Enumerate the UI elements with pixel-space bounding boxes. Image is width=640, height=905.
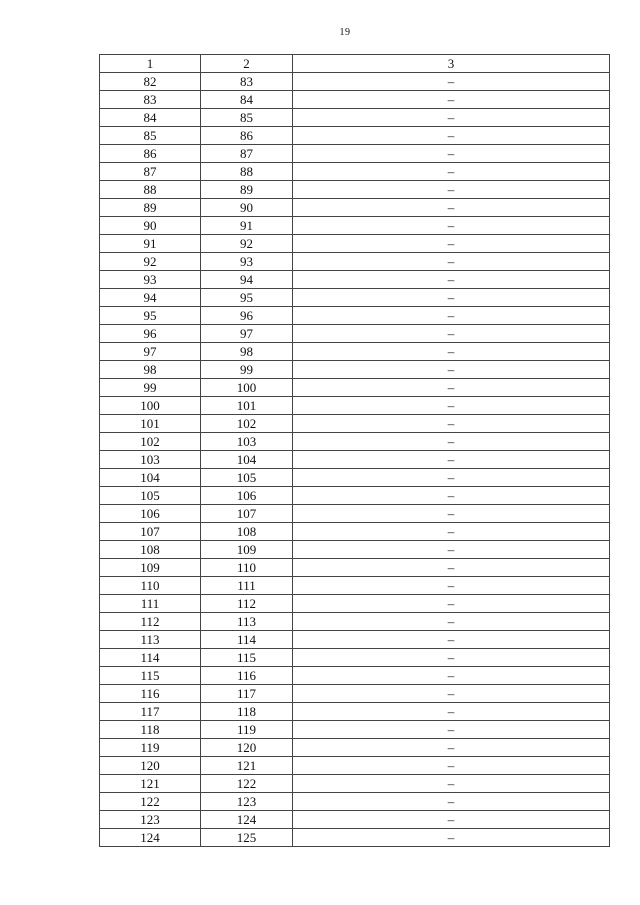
table-row [100,307,610,325]
table-row [100,253,610,271]
table-cell-col-3: – [293,91,610,109]
table-cell-col-3: – [293,685,610,703]
table-cell-col-1: 101 [100,415,201,433]
table-row [100,91,610,109]
table-cell-col-3: – [293,145,610,163]
table-row [100,757,610,775]
table-row [100,775,610,793]
table-cell-col-1: 110 [100,577,201,595]
table-cell-col-2: 123 [201,793,293,811]
table-cell-col-3: – [293,379,610,397]
table-cell-col-3: – [293,829,610,847]
table-row [100,343,610,361]
table-cell-col-3: – [293,703,610,721]
table-cell-col-3: – [293,595,610,613]
table-cell-col-3: – [293,433,610,451]
table-cell-col-2: 84 [201,91,293,109]
table-cell-col-1: 120 [100,757,201,775]
page-number: 19 [339,27,351,38]
table-cell-col-1: 83 [100,91,201,109]
table-cell-col-3: – [293,181,610,199]
table-cell-col-2: 85 [201,109,293,127]
table-row [100,217,610,235]
table-cell-col-3: – [293,667,610,685]
table-cell-col-2: 107 [201,505,293,523]
table-cell-col-2: 91 [201,217,293,235]
table-cell-col-2: 101 [201,397,293,415]
table-cell-col-1: 85 [100,127,201,145]
table-cell-col-2: 114 [201,631,293,649]
column-header-3: 3 [293,55,610,73]
table-row [100,667,610,685]
table-cell-col-1: 111 [100,595,201,613]
table-cell-col-1: 118 [100,721,201,739]
table-cell-col-3: – [293,163,610,181]
table-cell-col-1: 96 [100,325,201,343]
table-row [100,163,610,181]
table-row [100,631,610,649]
table-cell-col-3: – [293,451,610,469]
table-cell-col-1: 88 [100,181,201,199]
table-row [100,379,610,397]
table-cell-col-3: – [293,343,610,361]
table-cell-col-1: 121 [100,775,201,793]
table-cell-col-3: – [293,559,610,577]
table-cell-col-2: 108 [201,523,293,541]
table-row [100,109,610,127]
table-row [100,559,610,577]
table-cell-col-2: 106 [201,487,293,505]
table-row [100,577,610,595]
table-cell-col-3: – [293,793,610,811]
table-row [100,433,610,451]
table-cell-col-3: – [293,415,610,433]
table-row [100,649,610,667]
table-cell-col-3: – [293,487,610,505]
header-row [100,55,610,73]
table-cell-col-3: – [293,307,610,325]
table-cell-col-1: 116 [100,685,201,703]
table-cell-col-3: – [293,739,610,757]
table-cell-col-2: 95 [201,289,293,307]
table-cell-col-2: 120 [201,739,293,757]
table-cell-col-2: 100 [201,379,293,397]
table-cell-col-3: – [293,577,610,595]
table-cell-col-2: 83 [201,73,293,91]
table-cell-col-2: 98 [201,343,293,361]
table-cell-col-2: 96 [201,307,293,325]
table-cell-col-2: 121 [201,757,293,775]
table-cell-col-3: – [293,289,610,307]
table-cell-col-1: 112 [100,613,201,631]
table-cell-col-2: 118 [201,703,293,721]
table-cell-col-2: 89 [201,181,293,199]
table-row [100,451,610,469]
table-row [100,829,610,847]
column-header-2: 2 [201,55,293,73]
table-row [100,721,610,739]
table-cell-col-2: 115 [201,649,293,667]
table-cell-col-2: 125 [201,829,293,847]
table-row [100,793,610,811]
table-cell-col-1: 86 [100,145,201,163]
table-cell-col-3: – [293,127,610,145]
column-header-1: 1 [100,55,201,73]
table-row [100,145,610,163]
table-row [100,73,610,91]
table-row [100,271,610,289]
table-cell-col-1: 91 [100,235,201,253]
table-cell-col-2: 102 [201,415,293,433]
table-row [100,703,610,721]
table-cell-col-3: – [293,199,610,217]
table-cell-col-2: 90 [201,199,293,217]
table-cell-col-2: 94 [201,271,293,289]
table-row [100,523,610,541]
table-cell-col-1: 104 [100,469,201,487]
table-cell-col-2: 92 [201,235,293,253]
table-cell-col-1: 122 [100,793,201,811]
table-row [100,397,610,415]
table-cell-col-1: 97 [100,343,201,361]
table-row [100,199,610,217]
table-cell-col-1: 99 [100,379,201,397]
table-cell-col-2: 88 [201,163,293,181]
table-row [100,739,610,757]
table-cell-col-3: – [293,649,610,667]
table-cell-col-1: 98 [100,361,201,379]
table-cell-col-1: 108 [100,541,201,559]
table-cell-col-1: 84 [100,109,201,127]
table-cell-col-2: 93 [201,253,293,271]
table-cell-col-1: 100 [100,397,201,415]
table-row [100,613,610,631]
table-cell-col-1: 93 [100,271,201,289]
table-cell-col-2: 99 [201,361,293,379]
table-cell-col-1: 107 [100,523,201,541]
table-body [100,73,610,847]
data-table [99,54,610,847]
table-cell-col-1: 90 [100,217,201,235]
table-cell-col-3: – [293,721,610,739]
table-cell-col-1: 94 [100,289,201,307]
table-cell-col-1: 102 [100,433,201,451]
table-cell-col-1: 105 [100,487,201,505]
table-cell-col-1: 89 [100,199,201,217]
table-row [100,289,610,307]
table-cell-col-1: 82 [100,73,201,91]
table-cell-col-2: 124 [201,811,293,829]
table-cell-col-3: – [293,217,610,235]
table-cell-col-2: 112 [201,595,293,613]
table-row [100,325,610,343]
table-cell-col-3: – [293,541,610,559]
table-cell-col-3: – [293,397,610,415]
table-cell-col-2: 103 [201,433,293,451]
table-cell-col-1: 103 [100,451,201,469]
table-cell-col-1: 117 [100,703,201,721]
table-cell-col-3: – [293,811,610,829]
table-row [100,487,610,505]
table-cell-col-1: 119 [100,739,201,757]
table-cell-col-1: 87 [100,163,201,181]
table-cell-col-3: – [293,361,610,379]
table-cell-col-3: – [293,613,610,631]
table-cell-col-1: 109 [100,559,201,577]
table-row [100,361,610,379]
table-cell-col-3: – [293,631,610,649]
table-cell-col-2: 117 [201,685,293,703]
table-cell-col-3: – [293,775,610,793]
table-cell-col-3: – [293,271,610,289]
table-cell-col-3: – [293,73,610,91]
table-cell-col-3: – [293,523,610,541]
table-cell-col-3: – [293,325,610,343]
table-cell-col-2: 110 [201,559,293,577]
table-cell-col-2: 113 [201,613,293,631]
table-cell-col-1: 106 [100,505,201,523]
table-cell-col-2: 119 [201,721,293,739]
table-cell-col-1: 124 [100,829,201,847]
table-cell-col-1: 123 [100,811,201,829]
table-row [100,181,610,199]
table-cell-col-3: – [293,757,610,775]
table-cell-col-3: – [293,109,610,127]
table-row [100,127,610,145]
table-cell-col-2: 97 [201,325,293,343]
table-cell-col-3: – [293,253,610,271]
table-cell-col-2: 109 [201,541,293,559]
table-row [100,541,610,559]
table-row [100,469,610,487]
table-row [100,685,610,703]
table-row [100,235,610,253]
table-cell-col-3: – [293,469,610,487]
table-cell-col-2: 86 [201,127,293,145]
table-cell-col-2: 104 [201,451,293,469]
table-cell-col-2: 105 [201,469,293,487]
table-cell-col-1: 95 [100,307,201,325]
table-row [100,811,610,829]
table-cell-col-2: 116 [201,667,293,685]
table-cell-col-1: 92 [100,253,201,271]
table-cell-col-3: – [293,235,610,253]
table-cell-col-2: 87 [201,145,293,163]
table-row [100,595,610,613]
table-cell-col-2: 111 [201,577,293,595]
table-row [100,505,610,523]
table-cell-col-1: 113 [100,631,201,649]
table-cell-col-3: – [293,505,610,523]
table-cell-col-2: 122 [201,775,293,793]
table-cell-col-1: 114 [100,649,201,667]
table-row [100,415,610,433]
table-cell-col-1: 115 [100,667,201,685]
